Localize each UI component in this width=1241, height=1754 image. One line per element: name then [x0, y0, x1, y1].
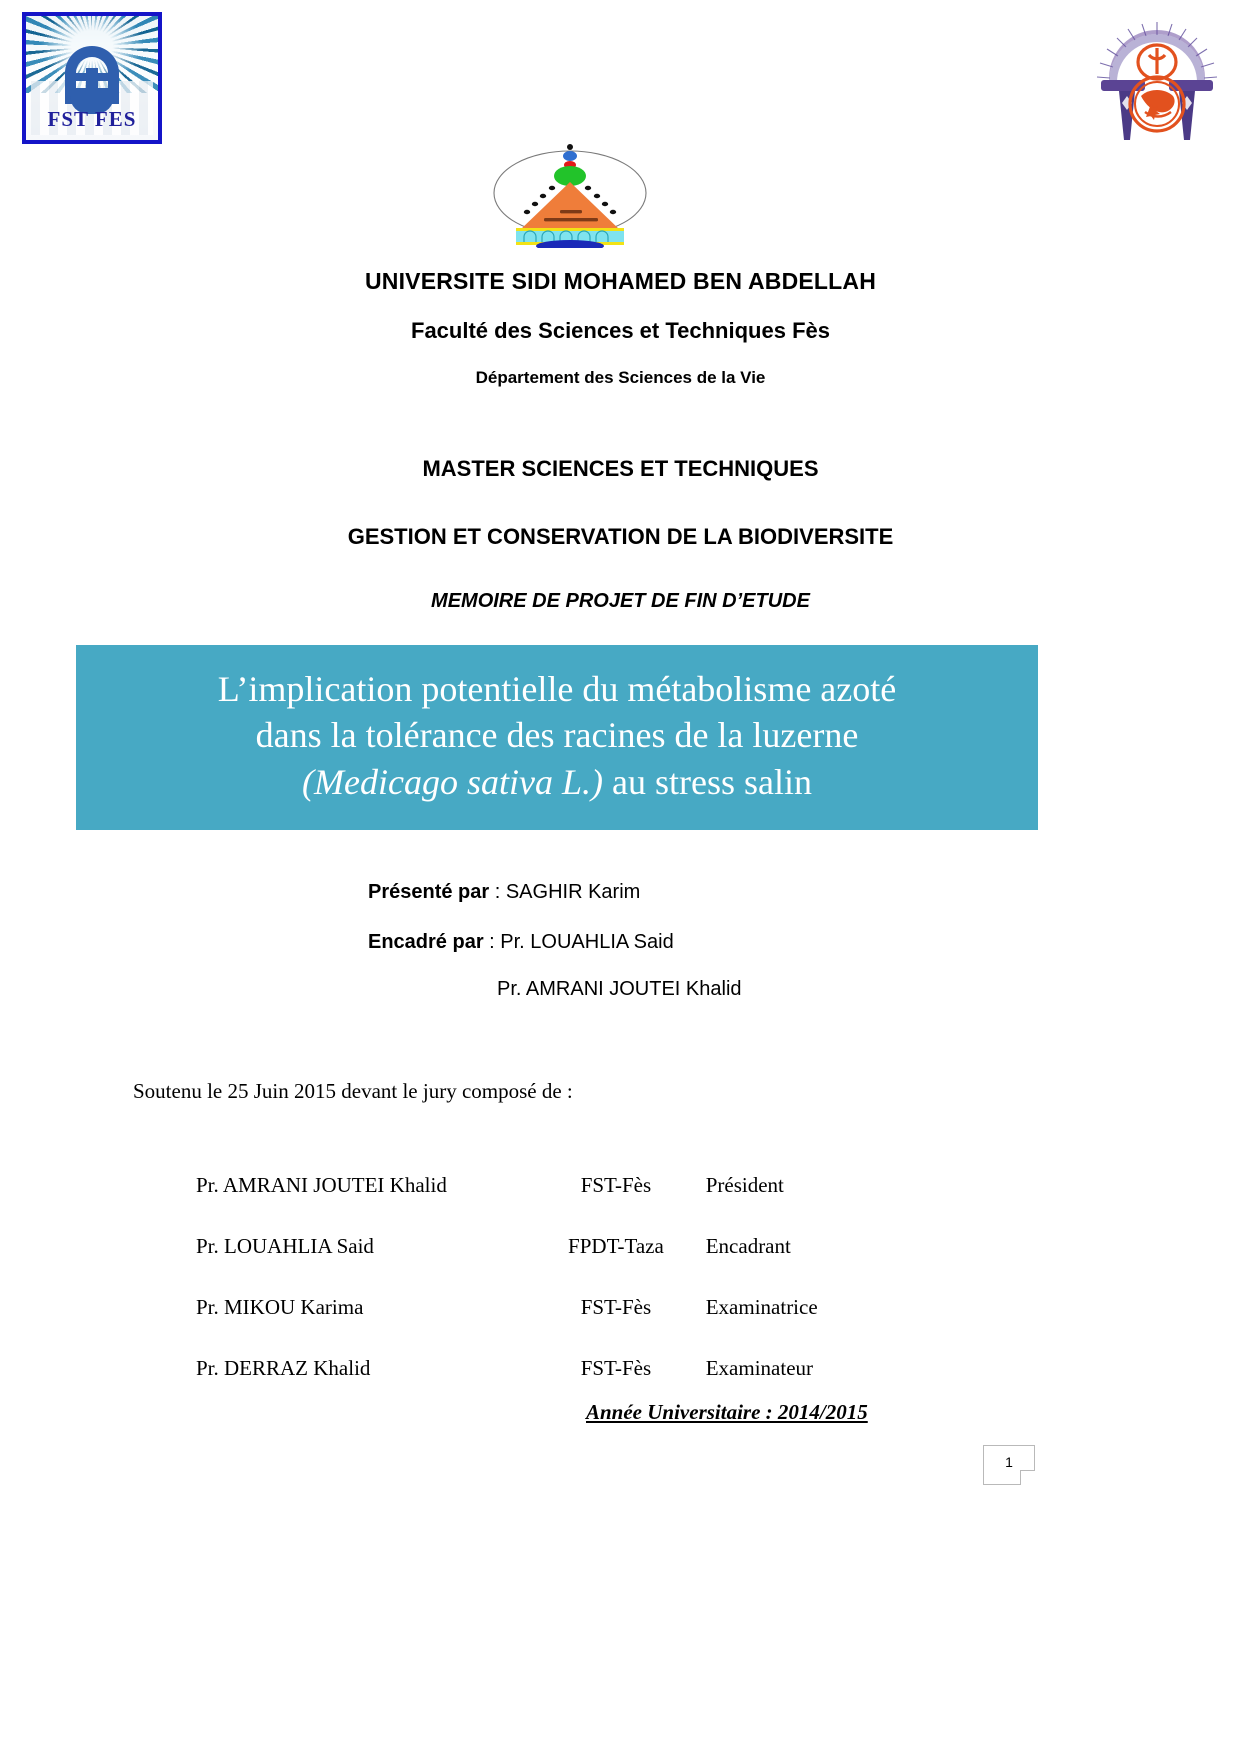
supervised-by-separator: : [483, 931, 501, 953]
species-name: (Medicago sativa L.) [302, 761, 603, 802]
presented-by-line [368, 881, 640, 904]
fst-fes-logo [22, 12, 162, 144]
defense-statement: Soutenu le 25 Juin 2015 devant le jury composé de : [133, 1079, 573, 1103]
jury-member-name: Pr. DERRAZ Khalid [196, 1356, 371, 1380]
emblem-blue-node-icon [563, 151, 577, 161]
jury-member-role: Examinateur [705, 1356, 814, 1380]
fst-fes-logo-caption: FST FES [47, 107, 137, 131]
jury-member-role: Examinatrice [705, 1295, 818, 1319]
thesis-title-line-1: L’implication potentielle du métabolisme azoté [217, 669, 897, 710]
cosupervisor-line: Pr. AMRANI JOUTEI Khalid [497, 978, 742, 1000]
page-number-badge [983, 1445, 1035, 1485]
department-name: Département des Sciences de la Vie [475, 368, 766, 387]
jury-member-role: Encadrant [705, 1234, 791, 1258]
jury-member-name: Pr. MIKOU Karima [196, 1295, 364, 1319]
faculty-name: Faculté des Sciences et Techniques Fès [411, 318, 830, 343]
jury-member-institution: FPDT-Taza [568, 1234, 664, 1258]
jury-member-institution: FST-Fès [580, 1295, 652, 1319]
academic-year: Année Universitaire : 2014/2015 [586, 1400, 868, 1424]
jury-member-institution: FST-Fès [580, 1173, 652, 1197]
presented-by-separator: : [489, 881, 506, 903]
jury-member-role: Président [705, 1173, 784, 1197]
table-row [196, 1173, 896, 1234]
emblem-dot-top-icon [567, 144, 573, 150]
department-emblem [480, 138, 660, 248]
presented-by-label: Présenté par [368, 881, 490, 903]
specialty-name: GESTION ET CONSERVATION DE LA BIODIVERSITE [347, 524, 894, 549]
supervised-by-label: Encadré par [368, 931, 484, 953]
document-type: MEMOIRE DE PROJET DE FIN D’ETUDE [431, 590, 810, 612]
page-corner-fold-icon [1020, 1470, 1035, 1485]
university-name: UNIVERSITE SIDI MOHAMED BEN ABDELLAH [364, 268, 877, 294]
column-left-icon [1101, 80, 1145, 140]
column-right-icon [1169, 80, 1213, 140]
table-row [196, 1295, 896, 1356]
thesis-title-line-3 [302, 759, 812, 805]
jury-member-institution: FST-Fès [580, 1356, 652, 1380]
program-name: MASTER SCIENCES ET TECHNIQUES [422, 456, 819, 481]
usmba-university-logo [1091, 8, 1223, 148]
thesis-title-line-2: dans la tolérance des racines de la luzerne [255, 715, 859, 756]
page-number: 1 [1005, 1454, 1013, 1470]
jury-member-name: Pr. LOUAHLIA Said [196, 1234, 374, 1258]
thesis-title-line-3-rest: au stress salin [602, 761, 812, 802]
supervised-by-value: Pr. LOUAHLIA Said [500, 931, 674, 953]
thesis-title-banner [76, 645, 1038, 830]
supervised-by-line [368, 931, 674, 954]
presented-by-value: SAGHIR Karim [505, 881, 641, 903]
jury-table [196, 1173, 896, 1417]
jury-member-name: Pr. AMRANI JOUTEI Khalid [196, 1173, 447, 1197]
table-row [196, 1234, 896, 1295]
